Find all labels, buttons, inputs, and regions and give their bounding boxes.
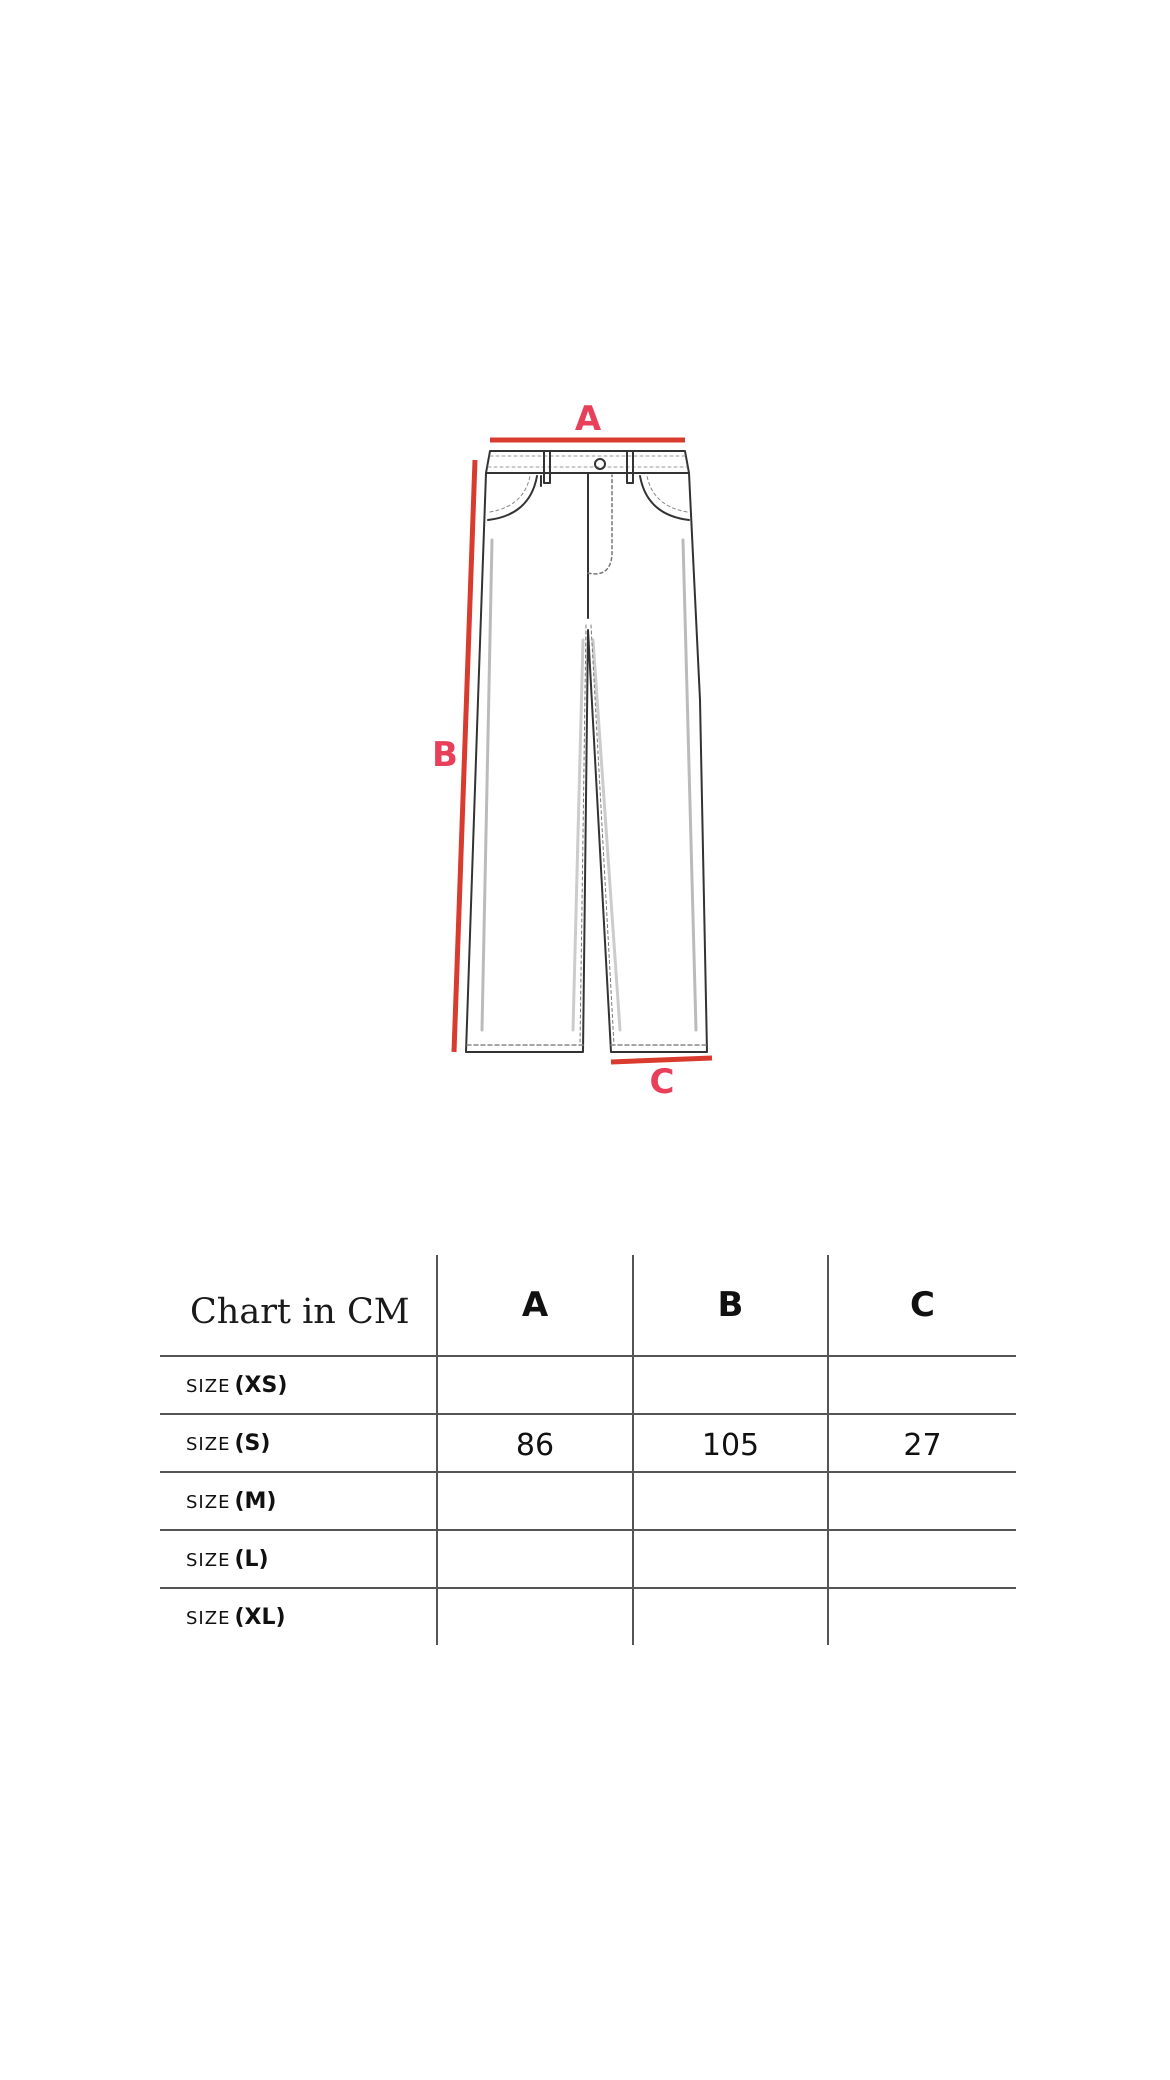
cell-xl-c (828, 1588, 1016, 1645)
size-code: (XS) (234, 1372, 288, 1398)
size-word: SIZE (186, 1607, 231, 1629)
column-header-a: A (437, 1255, 633, 1356)
cell-m-c (828, 1472, 1016, 1530)
row-label-xl (160, 1588, 437, 1645)
row-label-xs (160, 1356, 437, 1414)
jeans-outline-icon (466, 451, 707, 1052)
column-header-b: B (633, 1255, 828, 1356)
size-code: (L) (234, 1546, 269, 1572)
cell-xs-c (828, 1356, 1016, 1414)
cell-xs-b (633, 1356, 828, 1414)
table-row-s (160, 1414, 1016, 1472)
label-b: B (432, 735, 458, 775)
size-code: (XL) (234, 1604, 286, 1630)
table-row-m (160, 1472, 1016, 1530)
size-word: SIZE (186, 1433, 231, 1455)
size-word: SIZE (186, 1549, 231, 1571)
table-row-xs (160, 1356, 1016, 1414)
cell-l-c (828, 1530, 1016, 1588)
cell-xl-b (633, 1588, 828, 1645)
label-a: A (574, 399, 602, 439)
cell-s-a: 86 (437, 1414, 633, 1472)
cell-xs-a (437, 1356, 633, 1414)
table-header-row (160, 1255, 1016, 1356)
cell-l-b (633, 1530, 828, 1588)
table-row-xl (160, 1588, 1016, 1645)
size-chart-table (160, 1255, 1016, 1645)
row-label-m (160, 1472, 437, 1530)
size-word: SIZE (186, 1491, 231, 1513)
cell-s-b: 105 (633, 1414, 828, 1472)
label-c: C (649, 1062, 675, 1102)
table-title: Chart in CM (160, 1255, 437, 1356)
table-row-l (160, 1530, 1016, 1588)
cell-m-a (437, 1472, 633, 1530)
cell-m-b (633, 1472, 828, 1530)
cell-xl-a (437, 1588, 633, 1645)
cell-s-c: 27 (828, 1414, 1016, 1472)
column-header-c: C (828, 1255, 1016, 1356)
jeans-silhouette (466, 451, 707, 1052)
size-code: (S) (234, 1430, 271, 1456)
row-label-s (160, 1414, 437, 1472)
size-code: (M) (234, 1488, 277, 1514)
cell-l-a (437, 1530, 633, 1588)
size-word: SIZE (186, 1375, 231, 1397)
row-label-l (160, 1530, 437, 1588)
